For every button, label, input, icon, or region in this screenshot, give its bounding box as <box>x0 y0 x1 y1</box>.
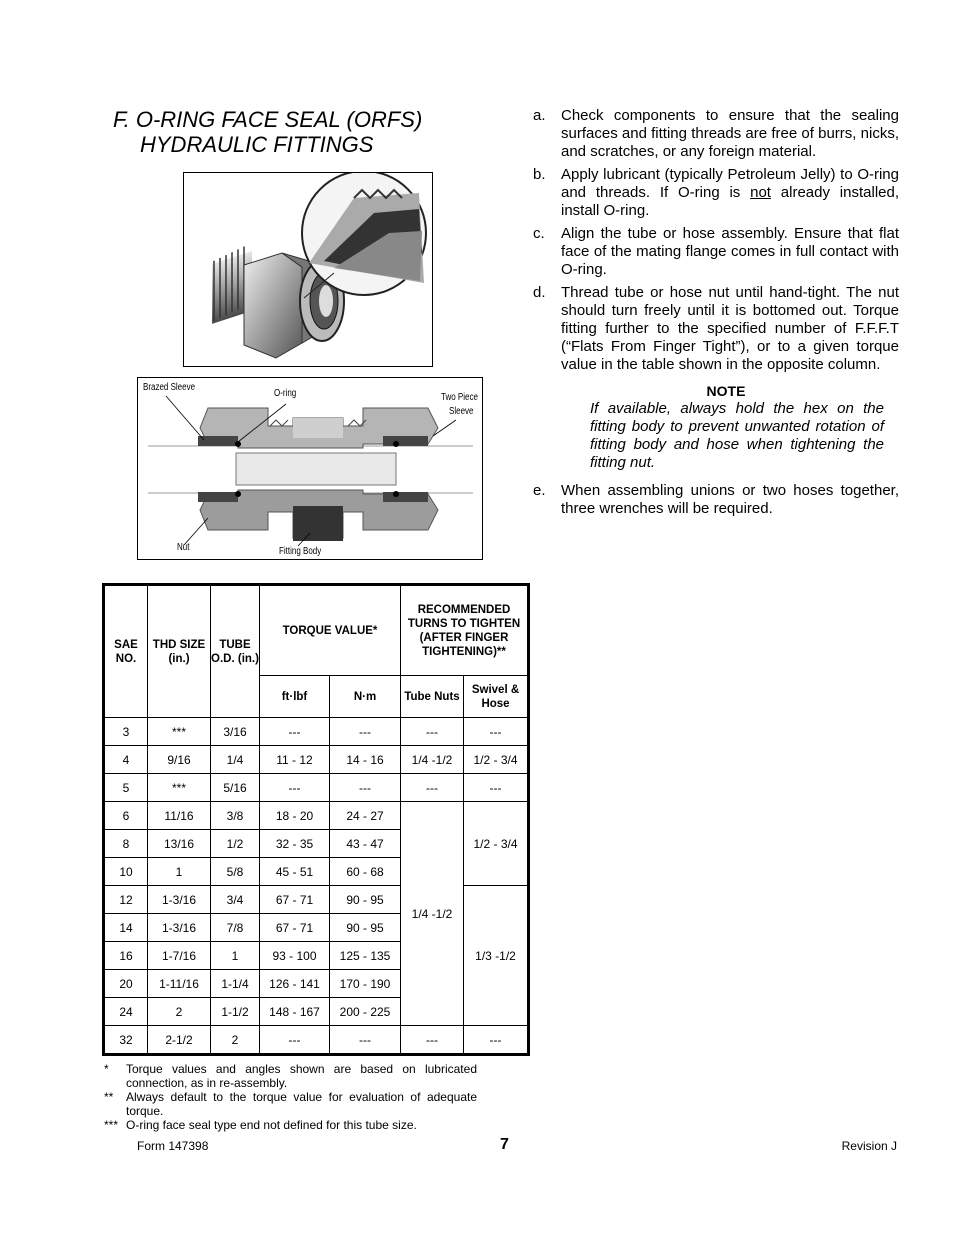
step-a: a. Check components to ensure that the sealing surfaces and fitting threads are free of burrs, nicks, and scratches, or any foreign material. <box>533 107 899 160</box>
table-row: 14 1-3/16 7/8 67 - 71 90 - 95 <box>105 914 528 942</box>
note-body: If available, always hold the hex on the fitting body to prevent unwanted rotation of fitting body and hose when tightening the fitting nut. <box>590 400 884 471</box>
table-row: 24 2 1-1/2 148 - 167 200 - 225 <box>105 998 528 1026</box>
heading-line-1: F. O-RING FACE SEAL (ORFS) <box>113 107 423 132</box>
form-number: Form 147398 <box>137 1139 209 1153</box>
footnotes <box>104 1062 477 1132</box>
section-heading <box>113 107 453 157</box>
heading-line-2: HYDRAULIC FITTINGS <box>140 132 374 157</box>
footnote: * Torque values and angles shown are based on lubricated connection, as in re-assembly. <box>104 1062 477 1090</box>
table-row: 6 11/16 3/8 18 - 20 24 - 27 1/4 -1/2 1/2 - 3/4 <box>105 802 528 830</box>
torque-table <box>104 585 528 1054</box>
revision: Revision J <box>841 1139 897 1153</box>
table-row: 32 2-1/2 2 --- --- --- --- <box>105 1026 528 1054</box>
label-nut: Nut <box>177 542 190 553</box>
step-c: c. Align the tube or hose assembly. Ensure that flat face of the mating flange comes in full contact with O-ring. <box>533 225 899 278</box>
label-two-piece-2: Sleeve <box>449 406 474 417</box>
step-d: d. Thread tube or hose nut until hand-tight. The nut should turn freely until it is bottomed out. Torque fitting further to the specified number of F.F.F.T (“Flats From Finger Tight”), or to a given torque value in the table shown in the opposite column. <box>533 284 899 373</box>
header-thd-size: THD SIZE (in.) <box>148 586 211 718</box>
header-recommended-turns: RECOMMENDED TURNS TO TIGHTEN (AFTER FINGER TIGHTENING)** <box>401 586 528 676</box>
merged-swivel-a: 1/2 - 3/4 <box>464 802 528 886</box>
header-ftlbf: ft·lbf <box>260 676 330 718</box>
page-number: 7 <box>500 1136 509 1153</box>
header-swivel-hose: Swivel & Hose <box>464 676 528 718</box>
label-fitting-body: Fitting Body <box>279 546 322 557</box>
table-row: 5 *** 5/16 --- --- --- --- <box>105 774 528 802</box>
label-two-piece-1: Two Piece <box>441 392 478 403</box>
table-row: 12 1-3/16 3/4 67 - 71 90 - 95 1/3 -1/2 <box>105 886 528 914</box>
table-row: 16 1-7/16 1 93 - 100 125 - 135 <box>105 942 528 970</box>
step-e: e. When assembling unions or two hoses together, three wrenches will be required. <box>533 482 899 517</box>
table-row: 20 1-11/16 1-1/4 126 - 141 170 - 190 <box>105 970 528 998</box>
header-tube-nuts: Tube Nuts <box>401 676 464 718</box>
label-o-ring: O-ring <box>274 388 297 399</box>
table-row: 4 9/16 1/4 11 - 12 14 - 16 1/4 -1/2 1/2 - 3/4 <box>105 746 528 774</box>
label-brazed-sleeve: Brazed Sleeve <box>143 382 196 393</box>
table-row: 10 1 5/8 45 - 51 60 - 68 <box>105 858 528 886</box>
footnote: ** Always default to the torque value for evaluation of adequate torque. <box>104 1090 477 1118</box>
header-torque-value: TORQUE VALUE* <box>260 586 401 676</box>
footnote: *** O-ring face seal type end not defined for this tube size. <box>104 1118 417 1132</box>
merged-swivel-b: 1/3 -1/2 <box>464 886 528 1026</box>
step-b: b. Apply lubricant (typically Petroleum Jelly) to O-ring and threads. If O-ring is not already installed, install O-ring. <box>533 166 900 219</box>
fitting-photo <box>183 172 433 367</box>
underlined-not: not <box>750 184 771 201</box>
cross-section-diagram <box>137 377 483 560</box>
header-sae: SAE NO. <box>105 586 148 718</box>
header-tube-od: TUBE O.D. (in.) <box>211 586 260 718</box>
table-row: 8 13/16 1/2 32 - 35 43 - 47 <box>105 830 528 858</box>
instruction-steps <box>533 107 899 523</box>
merged-tube-nuts: 1/4 -1/2 <box>401 802 464 1026</box>
note-title: NOTE <box>706 383 746 399</box>
table-row: 3 *** 3/16 --- --- --- --- <box>105 718 528 746</box>
header-nm: N·m <box>330 676 401 718</box>
